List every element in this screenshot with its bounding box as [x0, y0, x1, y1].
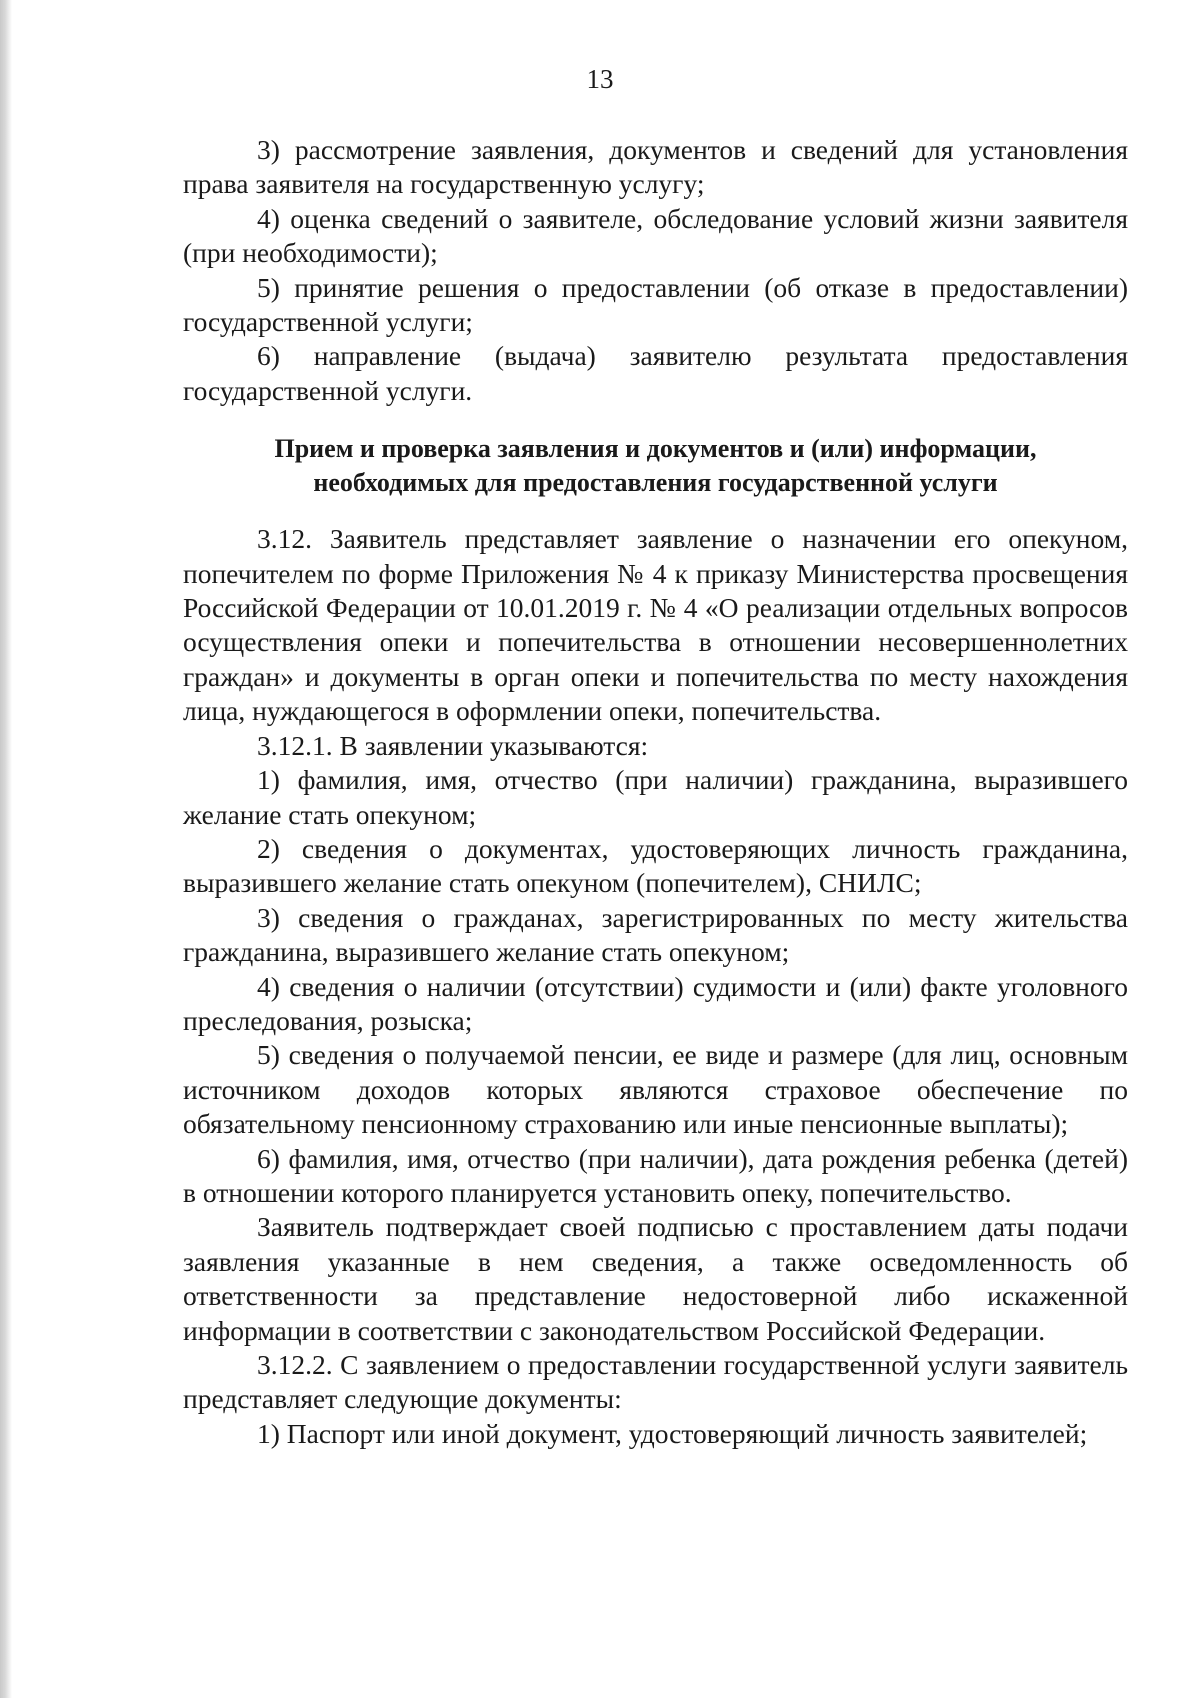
application-item-6: 6) фамилия, имя, отчество (при наличии), дата рождения ребенка (детей) в отношении которого планируется установить опеку, попечительство.: [183, 1142, 1128, 1208]
section-heading-line-2: необходимых для предоставления государственной услуги: [313, 468, 998, 498]
confirmation-paragraph: Заявитель подтверждает своей подписью с проставлением даты подачи заявления указанные в нем сведения, а также осведомленность об ответственности за представление недостоверной либо искаженной информации в соответствии с законодательством Российской Федерации.: [183, 1211, 1128, 1346]
application-item-4: 4) сведения о наличии (отсутствии) судимости и (или) факте уголовного преследования, розыска;: [183, 970, 1128, 1036]
application-item-1: 1) фамилия, имя, отчество (при наличии) гражданина, выразившего желание стать опекуном;: [183, 764, 1128, 830]
page-number: 13: [586, 64, 614, 94]
document-body: [183, 133, 1128, 1451]
paragraph-3-12: 3.12. Заявитель представляет заявление о назначении его опекуном, попечителем по форме Приложения № 4 к приказу Министерства просвещения Российской Федерации от 10.01.2019 г. № 4 «О реализации отдельных вопросов осуществления опеки и попечительства в отношении несовершеннолетних граждан» и документы в орган опеки и попечительства по месту нахождения лица, нуждающегося в оформлении опеки, попечительства.: [183, 523, 1128, 727]
application-item-5: 5) сведения о получаемой пенсии, ее виде и размере (для лиц, основным источником доходов которых являются страховое обеспечение по обязательному пенсионному страхованию или иные пенсионные выплаты);: [183, 1039, 1128, 1140]
application-item-3: 3) сведения о гражданах, зарегистрированных по месту жительства гражданина, выразившего желание стать опекуном;: [183, 901, 1128, 968]
list-item-4: 4) оценка сведений о заявителе, обследование условий жизни заявителя (при необходимости);: [183, 202, 1128, 269]
list-item-5: 5) принятие решения о предоставлении (об отказе в предоставлении) государственной услуги;: [183, 271, 1128, 338]
documents-item-1: 1) Паспорт или иной документ, удостоверяющий личность заявителей;: [257, 1417, 1088, 1449]
section-heading-line-1: Прием и проверка заявления и документов и (или) информации,: [274, 434, 1037, 464]
list-item-6: 6) направление (выдача) заявителю результата предоставления государственной услуги.: [183, 340, 1128, 406]
paragraph-3-12-1: 3.12.1. В заявлении указываются:: [257, 729, 649, 761]
application-item-2: 2) сведения о документах, удостоверяющих личность гражданина, выразившего желание стать опекуном (попечителем), СНИЛС;: [183, 832, 1128, 899]
list-item-3: 3) рассмотрение заявления, документов и сведений для установления права заявителя на государственную услугу;: [183, 134, 1128, 200]
section-heading: [183, 432, 1128, 500]
paragraph-3-12-2: 3.12.2. С заявлением о предоставлении государственной услуги заявитель представляет следующие документы:: [183, 1349, 1128, 1415]
